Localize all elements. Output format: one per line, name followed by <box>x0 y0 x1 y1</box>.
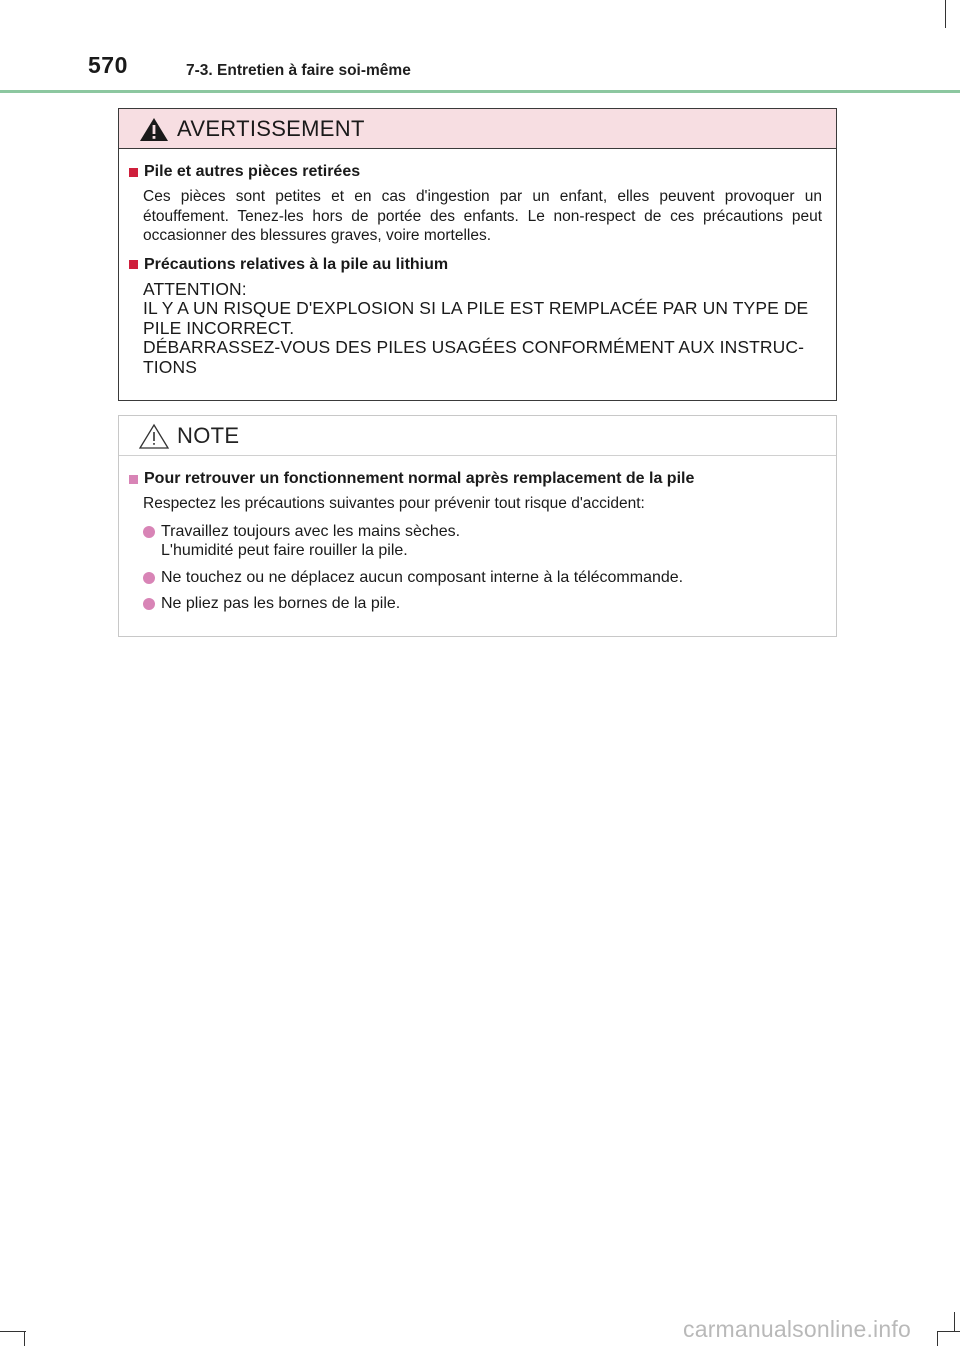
note-intro: Respectez les précautions suivantes pour prévenir tout risque d'accident: <box>143 495 645 512</box>
square-bullet-icon <box>129 260 138 269</box>
crop-mark <box>954 1312 955 1332</box>
square-bullet-icon <box>129 168 138 177</box>
list-item: Travaillez toujours avec les mains sèches. L'humidité peut faire rouiller la pile. <box>143 522 822 561</box>
round-bullet-icon <box>143 572 155 584</box>
header-rule <box>0 90 960 93</box>
warning-header <box>119 109 836 149</box>
caps-line: ATTENTION: <box>143 278 247 299</box>
page-number: 570 <box>88 52 128 78</box>
note-header <box>119 416 836 456</box>
warning-title: AVERTISSEMENT <box>177 115 365 141</box>
note-triangle-icon <box>137 422 171 450</box>
crop-mark <box>937 1331 960 1332</box>
note-item-heading: Pour retrouver un fonctionnement normal après remplacement de la pile <box>129 470 822 488</box>
caps-line: IL Y A UN RISQUE D'EXPLOSION SI LA PILE EST REMPLACÉE PAR UN TYPE DE <box>143 298 809 318</box>
warning-item-heading: Pile et autres pièces retirées <box>129 163 822 181</box>
crop-mark <box>24 1331 25 1346</box>
warning-body <box>119 149 836 377</box>
note-title: NOTE <box>177 422 240 448</box>
caps-line: TIONS <box>143 356 197 377</box>
round-bullet-icon <box>143 598 155 610</box>
watermark: carmanualsonline.info <box>683 1316 911 1342</box>
note-body <box>119 456 836 614</box>
square-bullet-icon <box>129 475 138 484</box>
list-item: Ne touchez ou ne déplacez aucun composant interne à la télécommande. <box>143 568 822 588</box>
section-title: 7-3. Entretien à faire soi-même <box>186 62 411 79</box>
caps-line: PILE INCORRECT. <box>143 317 295 338</box>
caps-line: DÉBARRASSEZ-VOUS DES PILES USAGÉES CONFORMÉMENT AUX INSTRUC- <box>143 337 805 357</box>
warning-item-text: Ces pièces sont petites et en cas d'ingestion par un enfant, elles peuvent provoquer un étouffement. Tenez-les hors de portée des enfants. Le non-respect de ces précautions peut occasionner des blessures graves, voire mortelles. <box>143 188 822 244</box>
crop-mark <box>937 1331 938 1346</box>
crop-mark <box>945 0 946 28</box>
lithium-warning-text <box>143 280 822 378</box>
warning-box <box>118 108 837 401</box>
crop-mark <box>0 1331 26 1332</box>
list-item: Ne pliez pas les bornes de la pile. <box>143 594 822 614</box>
round-bullet-icon <box>143 526 155 538</box>
warning-item-heading: Précautions relatives à la pile au lithium <box>129 256 822 274</box>
warning-triangle-icon <box>137 115 171 143</box>
note-box <box>118 415 837 637</box>
